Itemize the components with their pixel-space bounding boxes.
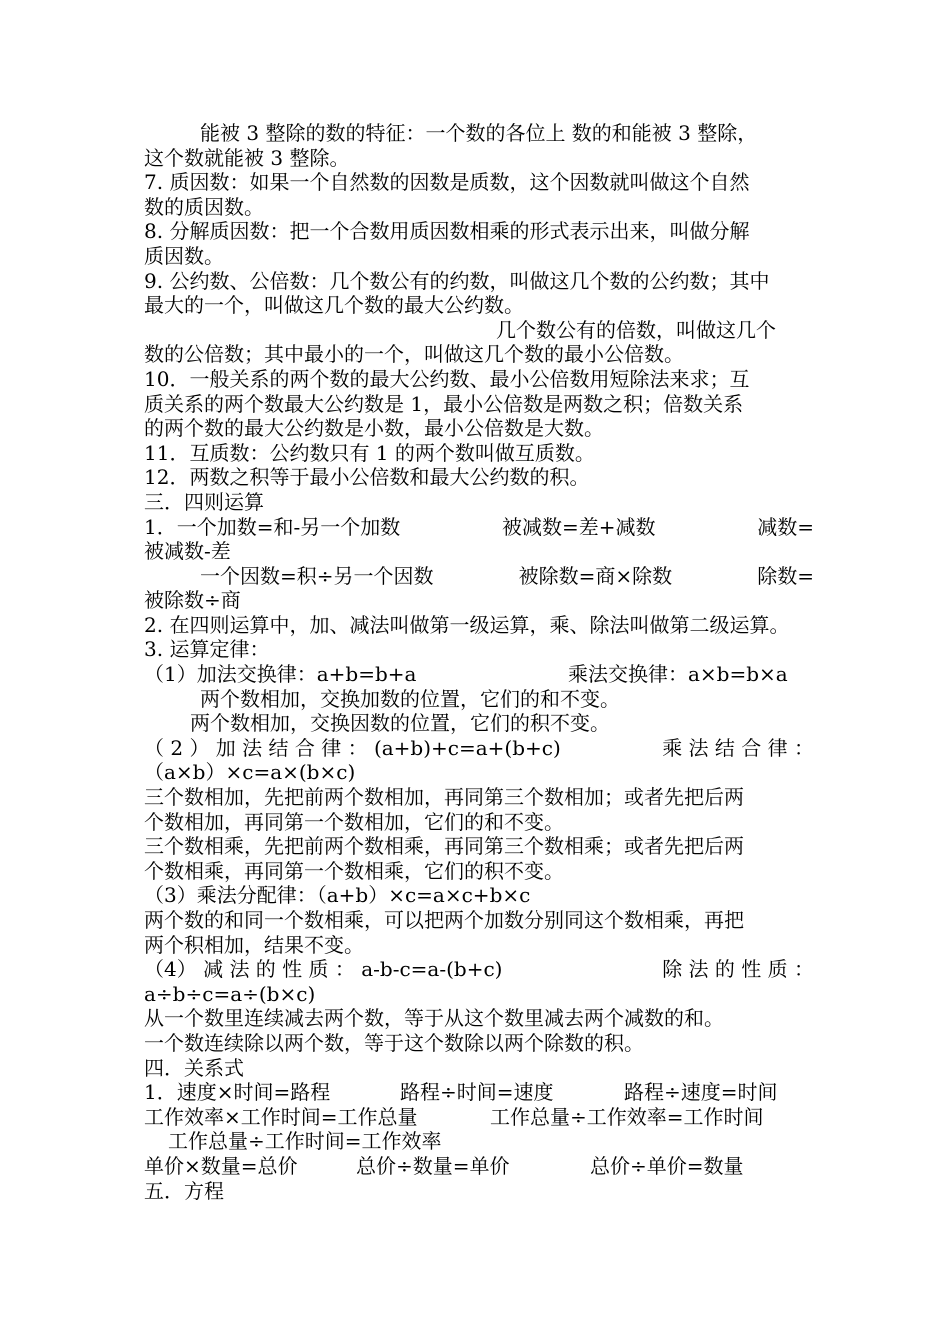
formula: 1．速度×时间=路程 bbox=[144, 1080, 331, 1105]
text-line: 2. 在四则运算中，加、减法叫做第一级运算，乘、除法叫做第二级运算。 bbox=[144, 612, 790, 637]
formula: 被减数=差+减数 bbox=[501, 514, 656, 539]
text-line: 质因数。 bbox=[144, 243, 224, 268]
formula: 单价×数量=总价 bbox=[144, 1153, 298, 1178]
text-line: 质关系的两个数最大公约数是 1，最小公倍数是两数之积；倍数关系 bbox=[144, 391, 744, 416]
text-line bbox=[144, 1080, 814, 1105]
text-line bbox=[144, 1154, 814, 1179]
text-line: 从一个数里连续减去两个数，等于从这个数里减去两个减数的和。 bbox=[144, 1006, 724, 1031]
formula: 路程÷速度=时间 bbox=[624, 1080, 778, 1105]
text-line: 数的公倍数；其中最小的一个，叫做这几个数的最小公倍数。 bbox=[144, 342, 684, 367]
section-heading: 三．四则运算 bbox=[144, 489, 264, 514]
formula: 工作效率×工作时间=工作总量 bbox=[144, 1104, 418, 1129]
text-line: 个数相乘，再同第一个数相乘，它们的积不变。 bbox=[144, 858, 564, 883]
text-line: 三个数相乘，先把前两个数相乘，再同第三个数相乘；或者先把后两 bbox=[144, 834, 744, 859]
text-line: 7. 质因数：如果一个自然数的因数是质数，这个因数就叫做这个自然 bbox=[144, 170, 750, 195]
text-line: 两个数相加，交换因数的位置，它们的积不变。 bbox=[190, 711, 610, 736]
text-line: 两个数相加，交换加数的位置，它们的和不变。 bbox=[200, 686, 620, 711]
text-line: 工作总量÷工作时间=工作效率 bbox=[168, 1129, 442, 1154]
text-line: 几个数公有的倍数，叫做这几个 bbox=[496, 317, 776, 342]
formula: 除 法 的 性 质 ： bbox=[662, 957, 814, 982]
text-line: 个数相加，再同第一个数相加，它们的和不变。 bbox=[144, 809, 564, 834]
text-line: 两个数的和同一个数相乘，可以把两个加数分别同这个数相乘，再把 bbox=[144, 908, 744, 932]
formula: 总价÷数量=单价 bbox=[356, 1153, 510, 1178]
text-line: 被减数-差 bbox=[144, 539, 231, 564]
text-line bbox=[144, 1105, 814, 1130]
section-heading: 五．方程 bbox=[144, 1178, 224, 1203]
text-line: 最大的一个，叫做这几个数的最大公约数。 bbox=[144, 293, 524, 318]
formula: 总价÷单价=数量 bbox=[590, 1153, 744, 1178]
formula: 除数= bbox=[757, 563, 814, 588]
formula: 路程÷时间=速度 bbox=[400, 1080, 554, 1105]
formula: 1．一个加数=和-另一个加数 bbox=[144, 514, 401, 539]
formula: 减数= bbox=[757, 514, 814, 539]
text-line: （a×b）×c=a×(b×c) bbox=[144, 760, 356, 785]
text-line: a÷b÷c=a÷(b×c) bbox=[144, 981, 316, 1006]
text-line bbox=[144, 736, 814, 761]
text-line: 三个数相加，先把前两个数相加，再同第三个数相加；或者先把后两 bbox=[144, 785, 744, 810]
text-line: 数的质因数。 bbox=[144, 194, 264, 219]
formula: 乘 法 结 合 律 ： bbox=[662, 735, 814, 760]
document-body bbox=[144, 121, 814, 1203]
text-line bbox=[144, 957, 814, 982]
text-line: 11．互质数：公约数只有 1 的两个数叫做互质数。 bbox=[144, 440, 595, 465]
text-line: （3）乘法分配律：（a+b）×c=a×c+b×c bbox=[144, 883, 531, 908]
text-line: 8. 分解质因数：把一个合数用质因数相乘的形式表示出来，叫做分解 bbox=[144, 219, 750, 244]
formula: （1）加法交换律：a+b=b+a bbox=[144, 662, 417, 687]
section-heading: 四．关系式 bbox=[144, 1055, 244, 1080]
text-line: 10．一般关系的两个数的最大公约数、最小公倍数用短除法来求；互 bbox=[144, 366, 750, 391]
text-line bbox=[144, 515, 814, 540]
formula: 被除数=商×除数 bbox=[518, 563, 673, 588]
text-line: 12．两数之积等于最小公倍数和最大公约数的积。 bbox=[144, 465, 590, 490]
formula: 一个因数=积÷另一个因数 bbox=[200, 563, 434, 588]
text-line bbox=[144, 662, 814, 687]
text-line: 能被 3 整除的数的特征：一个数的各位上 数的和能被 3 整除， bbox=[200, 121, 758, 145]
text-line: 3. 运算定律： bbox=[144, 637, 270, 662]
text-line: 的两个数的最大公约数是小数，最小公倍数是大数。 bbox=[144, 416, 604, 441]
text-line: 这个数就能被 3 整除。 bbox=[144, 145, 350, 170]
text-line: 两个积相加，结果不变。 bbox=[144, 932, 364, 957]
text-line: 9. 公约数、公倍数：几个数公有的约数，叫做这几个数的公约数；其中 bbox=[144, 268, 770, 293]
formula: （4） 减 法 的 性 质 ： a-b-c=a-(b+c) bbox=[144, 957, 503, 982]
text-line: 一个数连续除以两个数，等于这个数除以两个除数的积。 bbox=[144, 1030, 644, 1055]
text-line bbox=[144, 564, 814, 589]
formula: 工作总量÷工作效率=工作时间 bbox=[490, 1104, 764, 1129]
formula: 乘法交换律：a×b=b×a bbox=[568, 662, 788, 687]
text-line: 被除数÷商 bbox=[144, 588, 241, 613]
formula: （ 2 ） 加 法 结 合 律 ： (a+b)+c=a+(b+c) bbox=[144, 735, 561, 760]
